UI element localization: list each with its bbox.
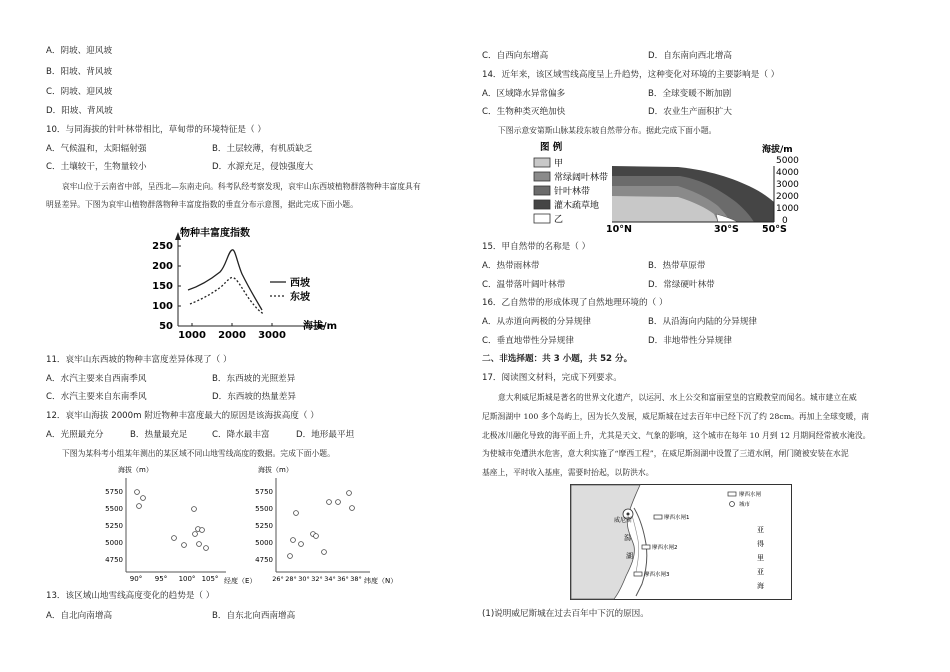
y-tick: 1000 <box>776 204 799 214</box>
chart-title: 物种丰富度指数 <box>180 228 250 239</box>
sea-label: 里 <box>757 554 764 562</box>
scatter-point <box>141 496 146 501</box>
legend-shrub: 灌木疏草地 <box>554 201 600 211</box>
q13-option-c: C．自西向东增高 <box>482 51 549 61</box>
q12-option-c: C．降水最丰富 <box>212 430 270 440</box>
legend-east: 东坡 <box>290 292 310 303</box>
scatter-point <box>347 491 352 496</box>
gate-label: 摩西水闸1 <box>664 515 690 521</box>
snowline-latitude-scatter <box>246 462 398 586</box>
q9-option-a: A．阴坡、迎风坡 <box>46 46 113 56</box>
q10-stem: 10．与同海拔的针叶林带相比，草甸带的环境特征是（ ） <box>46 125 266 135</box>
q16-stem: 16．乙自然带的形成体现了自然地理环境的（ ） <box>482 298 668 308</box>
q15-stem: 15．甲自然带的名称是（ ） <box>482 242 591 252</box>
venice-lagoon-map <box>570 484 792 600</box>
scatter-point <box>288 554 293 559</box>
q15-option-b: B．热带草原带 <box>648 261 706 271</box>
x-tick: 38° <box>350 575 362 583</box>
gate-marker <box>634 572 642 576</box>
scatter-point <box>314 534 319 539</box>
q12-stem: 12．哀牢山海拔 2000m 附近物种丰富度最大的原因是该海拔高度（ ） <box>46 411 319 421</box>
q10-option-c: C．土壤较干，生物量较小 <box>46 162 147 172</box>
x-axis-label: 经度（E） <box>224 577 257 585</box>
x-tick: 26° <box>272 575 284 583</box>
x-tick-1000: 1000 <box>178 330 206 341</box>
sea-label: 得 <box>757 540 764 548</box>
q16-option-c: C．垂直地带性分异规律 <box>482 336 574 346</box>
y-tick: 5750 <box>105 488 123 496</box>
east-slope-line <box>190 277 264 314</box>
sea-label: 亚 <box>757 526 764 534</box>
scatter-point <box>197 542 202 547</box>
scatter-point <box>135 490 140 495</box>
q12-option-d: D．地形最平坦 <box>296 430 355 440</box>
q17-material-line: 意大利威尼斯城是著名的世界文化遗产，以运河、水上公交和富丽堂皇的宫殿教堂而闻名。城市建立在威 <box>498 393 857 402</box>
y-tick: 4000 <box>776 168 799 178</box>
gate-marker <box>654 515 662 519</box>
city-label: 威尼斯 <box>614 517 633 524</box>
x-tick: 32° <box>311 575 323 583</box>
intro-ailao-line2: 明显差异。下图为哀牢山植物群落物种丰富度指数的垂直分布示意图，据此完成下面小题。 <box>46 200 358 209</box>
gate-marker <box>642 545 650 549</box>
legend-jia: 甲 <box>554 159 564 169</box>
q16-option-d: D．非地带性分异规律 <box>648 336 732 346</box>
legend-west: 西坡 <box>290 278 310 289</box>
q17-material-line: 北极冰川融化导致的海平面上升，尤其是天文、气象的影响，这个城市在每年 10 月到 12 月期间经常被水淹没。 <box>482 431 871 440</box>
q15-option-d: D．常绿硬叶林带 <box>648 280 715 290</box>
scatter-point <box>137 504 142 509</box>
x-tick: 50°S <box>762 224 787 235</box>
q9-option-c: C．阴坡、迎风坡 <box>46 87 113 97</box>
scatter-point <box>291 538 296 543</box>
q17-material-line: 尼斯潟湖中 100 多个岛屿上，因为长久发展，威尼斯城在过去百年中已经下沉了约 28cm。再加上全球变暖，南 <box>482 412 870 421</box>
sea-label: 亚 <box>757 568 764 576</box>
q17-material-line: 基座上，平时收入基座，需要时抬起，以防洪水。 <box>482 468 654 477</box>
y-tick: 5000 <box>105 539 123 547</box>
y-tick: 5000 <box>776 156 799 166</box>
legend-swatch-broadleaf <box>534 172 550 181</box>
q14-option-a: A．区域降水异常偏多 <box>482 89 566 99</box>
legend-gate: 摩西水闸 <box>739 492 762 498</box>
q15-option-c: C．温带落叶阔叶林带 <box>482 280 566 290</box>
q11-option-c: C．水汽主要来自东南季风 <box>46 392 147 402</box>
q17-material-line: 为使城市免遭洪水危害，意大利实施了“摩西工程”，在威尼斯潟湖中设置了三道水闸，闸门随被安装在水泥 <box>482 449 849 458</box>
legend-broadleaf: 常绿阔叶林带 <box>554 173 609 183</box>
q15-option-a: A．热带雨林带 <box>482 261 540 271</box>
y-tick: 3000 <box>776 180 799 190</box>
y-tick-200: 200 <box>152 261 173 272</box>
q17-part1: (1)说明威尼斯城在过去百年中下沉的原因。 <box>482 609 649 619</box>
x-tick-3000: 3000 <box>258 330 286 341</box>
scatter-point <box>350 506 355 511</box>
lagoon-label: 湖 <box>626 552 633 560</box>
section-heading: 二、非选择题：共 3 小题，共 52 分。 <box>482 354 633 364</box>
x-axis-label: 海拔/m <box>303 321 338 332</box>
scatter-point <box>322 550 327 555</box>
gate-label: 摩西水闸3 <box>644 572 670 578</box>
y-tick: 4750 <box>105 556 123 564</box>
q10-option-d: D．水源充足，侵蚀强度大 <box>212 162 314 172</box>
scatter-point <box>204 546 209 551</box>
legend-swatch-jia <box>534 158 550 167</box>
q12-option-a: A．光照最充分 <box>46 430 104 440</box>
q9-option-b: B．阳坡、背风坡 <box>46 67 113 77</box>
y-tick: 5500 <box>105 505 123 513</box>
x-tick: 28° <box>285 575 297 583</box>
q9-option-d: D．阳坡、背风坡 <box>46 106 113 116</box>
y-axis-label: 海拔（m） <box>258 466 293 474</box>
y-tick: 5250 <box>255 522 273 530</box>
scatter-point <box>327 500 332 505</box>
gate-label: 摩西水闸2 <box>652 545 678 551</box>
legend-swatch-conifer <box>534 186 550 195</box>
x-tick: 100° <box>178 575 196 583</box>
y-tick-150: 150 <box>152 281 173 292</box>
q10-option-a: A．气候温和，太阳辐射强 <box>46 144 147 154</box>
q14-option-d: D．农业生产面积扩大 <box>648 107 732 117</box>
y-axis-label: 海拔（m） <box>118 466 153 474</box>
y-tick-250: 250 <box>152 241 173 252</box>
scatter-point <box>192 507 197 512</box>
legend-swatch-shrub <box>534 200 550 209</box>
x-tick: 10°N <box>606 224 632 235</box>
scatter-point <box>172 536 177 541</box>
y-tick: 2000 <box>776 192 799 202</box>
x-tick: 105° <box>201 575 219 583</box>
legend-yi: 乙 <box>554 215 564 225</box>
y-tick: 0 <box>782 216 788 226</box>
scatter-point <box>294 511 299 516</box>
lagoon-label: 潟 <box>624 534 631 542</box>
q13-option-b: B．自东北向西南增高 <box>212 611 296 621</box>
x-tick: 90° <box>129 575 143 583</box>
snowline-longitude-scatter <box>96 462 257 586</box>
q12-option-b: B．热量最充足 <box>130 430 188 440</box>
q17-stem: 17．阅读图文材料，完成下列要求。 <box>482 373 622 383</box>
scatter-point <box>182 543 187 548</box>
x-tick: 30°S <box>714 224 739 235</box>
species-richness-chart <box>140 222 380 342</box>
q14-option-b: B．全球变暖不断加剧 <box>648 89 732 99</box>
legend-conifer: 针叶林带 <box>554 187 591 197</box>
y-tick: 5500 <box>255 505 273 513</box>
q14-stem: 14．近年来，该区域雪线高度呈上升趋势，这种变化对环境的主要影响是（ ） <box>482 70 780 80</box>
intro-andes: 下图示意安第斯山脉某段东坡自然带分布。据此完成下面小题。 <box>498 126 717 135</box>
y-tick: 4750 <box>255 556 273 564</box>
q11-option-b: B．东西坡的光照差异 <box>212 374 296 384</box>
q10-option-b: B．土层较薄，有机质缺乏 <box>212 144 313 154</box>
scatter-point <box>200 528 205 533</box>
x-tick: 30° <box>298 575 310 583</box>
x-tick: 34° <box>324 575 336 583</box>
x-tick-2000: 2000 <box>218 330 246 341</box>
x-tick: 95° <box>154 575 168 583</box>
q13-stem: 13．该区域山地雪线高度变化的趋势是（ ） <box>46 591 215 601</box>
intro-snowline: 下图为某科考小组某年测出的某区域不同山地雪线高度的数据。完成下面小题。 <box>62 449 335 458</box>
q14-option-c: C．生物种类灭绝加快 <box>482 107 566 117</box>
legend-city: 城市 <box>739 502 751 508</box>
y-tick-100: 100 <box>152 301 173 312</box>
sea-label: 海 <box>757 582 764 590</box>
q11-stem: 11．哀牢山东西坡的物种丰富度差异体现了（ ） <box>46 355 232 365</box>
q16-option-b: B．从沿海向内陆的分异规律 <box>648 317 758 327</box>
y-tick: 5250 <box>105 522 123 530</box>
x-tick: 36° <box>337 575 349 583</box>
y-axis-unit: 海拔/m <box>762 145 793 155</box>
x-axis-label: 纬度（N） <box>364 577 398 585</box>
q16-option-a: A．从赤道向两极的分异规律 <box>482 317 592 327</box>
intro-ailao-line1: 哀牢山位于云南省中部，呈西北—东南走向。科考队经考察发现，哀牢山东西坡植物群落物种丰富度具有 <box>62 182 421 191</box>
andes-zonation-diagram <box>528 140 808 236</box>
legend-title: 图 例 <box>540 142 563 153</box>
scatter-point <box>336 500 341 505</box>
q11-option-d: D．东西坡的热量差异 <box>212 392 296 402</box>
q13-option-d: D．自东南向西北增高 <box>648 51 732 61</box>
scatter-point <box>193 532 198 537</box>
y-tick-50: 50 <box>159 321 173 332</box>
q13-option-a: A．自北向南增高 <box>46 611 113 621</box>
scatter-point <box>299 542 304 547</box>
legend-swatch-yi <box>534 214 550 223</box>
y-tick: 5750 <box>255 488 273 496</box>
y-tick: 5000 <box>255 539 273 547</box>
q11-option-a: A．水汽主要来自西南季风 <box>46 374 147 384</box>
